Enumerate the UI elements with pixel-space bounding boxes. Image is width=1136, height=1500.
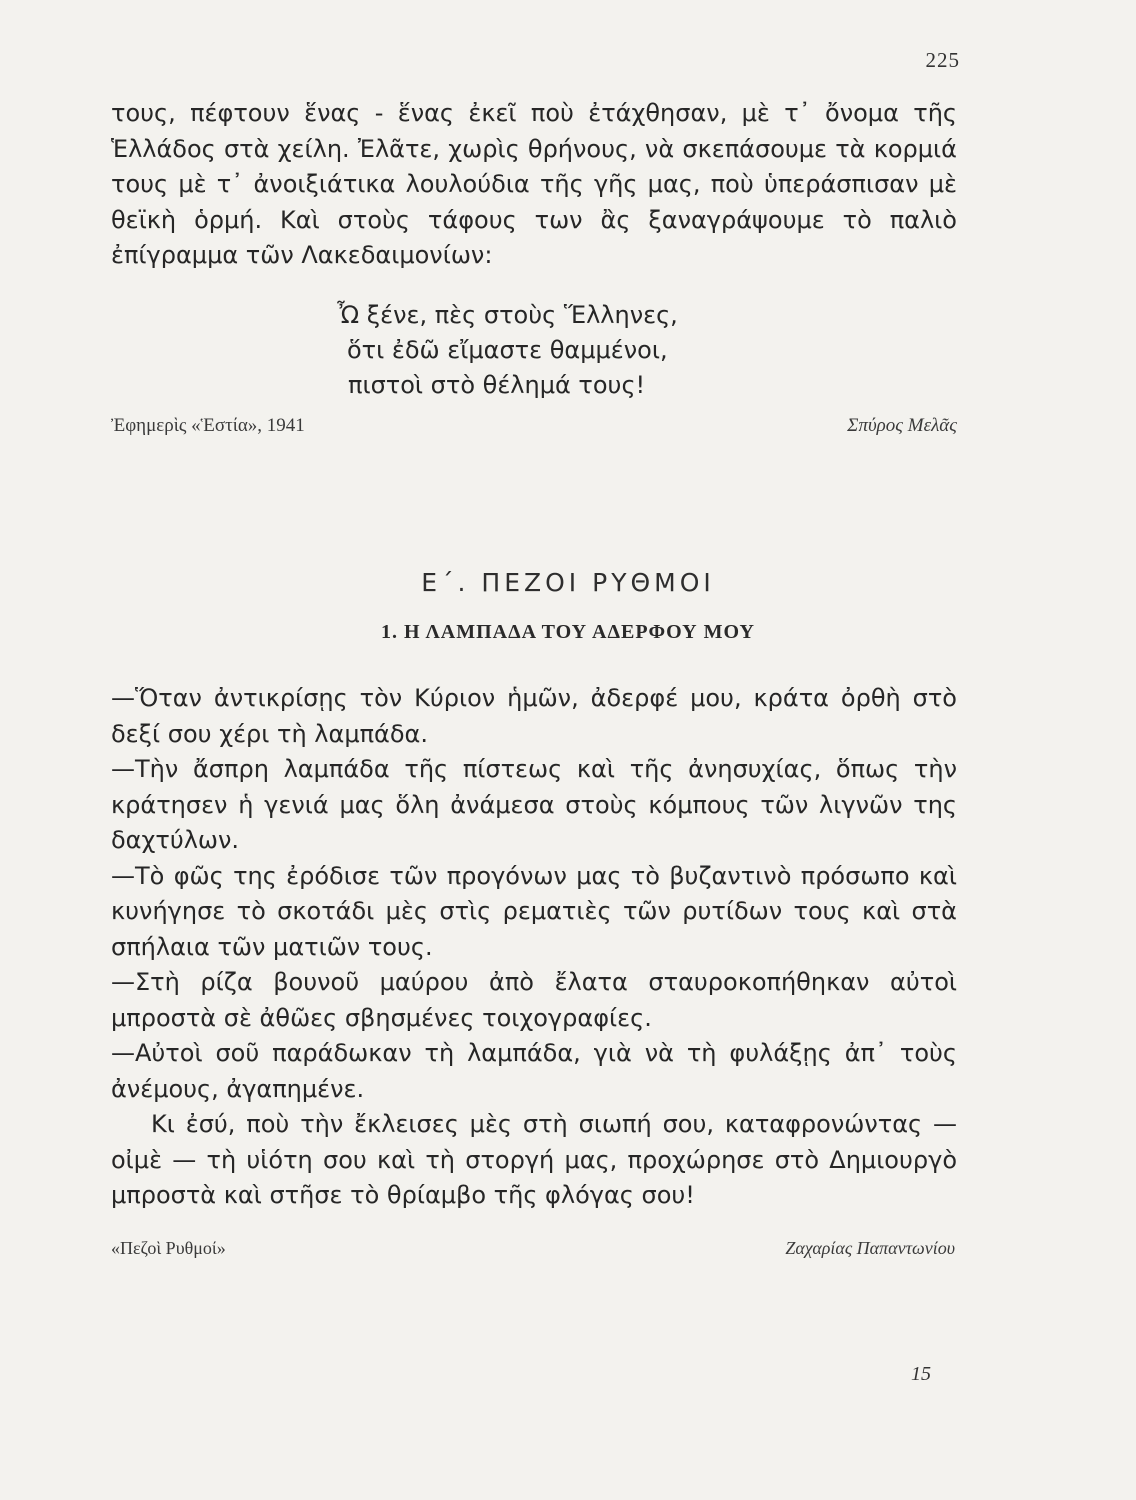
- poem-title: 1. Η ΛΑΜΠΑΔΑ ΤΟΥ ΑΔΕΡΦΟΥ ΜΟΥ: [381, 621, 755, 643]
- poem-paragraph: —Στὴ ρίζα βουνοῦ μαύρου ἀπὸ ἔλατα σταυροκοπήθηκαν αὐτοὶ μπροστὰ σὲ ἀθῶες σβησμένες τοιχογραφίες.: [111, 968, 957, 1032]
- poem-text: [111, 681, 957, 1214]
- section-title: Ε΄. ΠΕΖΟΙ ΡΥΘΜΟΙ: [421, 568, 715, 597]
- source-publication: Ἐφημερὶς «Ἑστία», 1941: [111, 415, 305, 436]
- intro-text: [111, 96, 957, 274]
- epigram-line: ὅτι ἐδῶ εἴμαστε θαμμένοι,: [347, 336, 668, 364]
- intro-paragraph: τους, πέφτουν ἕνας - ἕνας ἐκεῖ ποὺ ἐτάχθησαν, μὲ τ᾽ ὄνομα τῆς Ἑλλάδος στὰ χείλη. Ἐλᾶτε, χωρὶς θρήνους, νὰ σκεπάσουμε τὰ κορμιά τους μὲ τ᾽ ἀνοιξιάτικα λουλούδια τῆς γῆς μας, ποὺ ὑπεράσπισαν μὲ θεϊκὴ ὁρμή. Καὶ στοὺς τάφους των ἂς ξαναγράψουμε τὸ παλιὸ ἐπίγραμμα τῶν Λακεδαιμονίων:: [111, 99, 957, 269]
- poem-paragraph: —Τὸ φῶς της ἐρόδισε τῶν προγόνων μας τὸ βυζαντινὸ πρόσωπο καὶ κυνήγησε τὸ σκοτάδι μὲς στὶς ρεματιὲς τῶν ρυτίδων τους καὶ στὰ σπήλαια τῶν ματιῶν τους.: [111, 861, 957, 961]
- poem-author: Ζαχαρίας Παπαντωνίου: [785, 1238, 955, 1258]
- source-author: Σπύρος Μελᾶς: [847, 415, 957, 436]
- page-number: 225: [925, 48, 960, 72]
- poem-paragraph: —Ὅταν ἀντικρίσῃς τὸν Κύριον ἡμῶν, ἀδερφέ μου, κράτα ὀρθὴ στὸ δεξί σου χέρι τὴ λαμπάδα.: [111, 684, 957, 748]
- epigram-line: πιστοὶ στὸ θέλημά τους!: [348, 371, 646, 399]
- poem-source: «Πεζοὶ Ρυθμοί»: [111, 1238, 226, 1258]
- poem-paragraph: Κι ἐσύ, ποὺ τὴν ἔκλεισες μὲς στὴ σιωπή σου, καταφρονώντας — οἰμὲ — τὴ υἱότη σου καὶ τὴ στοργή μας, προχώρησε στὸ Δημιουργὸ μπροστὰ καὶ στῆσε τὸ θρίαμβο τῆς φλόγας σου!: [111, 1110, 957, 1209]
- signature-mark: 15: [911, 1363, 931, 1385]
- poem-paragraph: —Αὐτοὶ σοῦ παράδωκαν τὴ λαμπάδα, γιὰ νὰ τὴ φυλάξῃς ἀπ᾽ τοὺς ἀνέμους, ἀγαπημένε.: [111, 1039, 957, 1103]
- epigram-line: Ὦ ξένε, πὲς στοὺς Ἕλληνες,: [337, 301, 678, 329]
- poem-paragraph: —Τὴν ἄσπρη λαμπάδα τῆς πίστεως καὶ τῆς ἀνησυχίας, ὅπως τὴν κράτησεν ἡ γενιά μας ὅλη ἀνάμεσα στοὺς κόμπους τῶν λιγνῶν της δαχτύλων.: [111, 755, 957, 854]
